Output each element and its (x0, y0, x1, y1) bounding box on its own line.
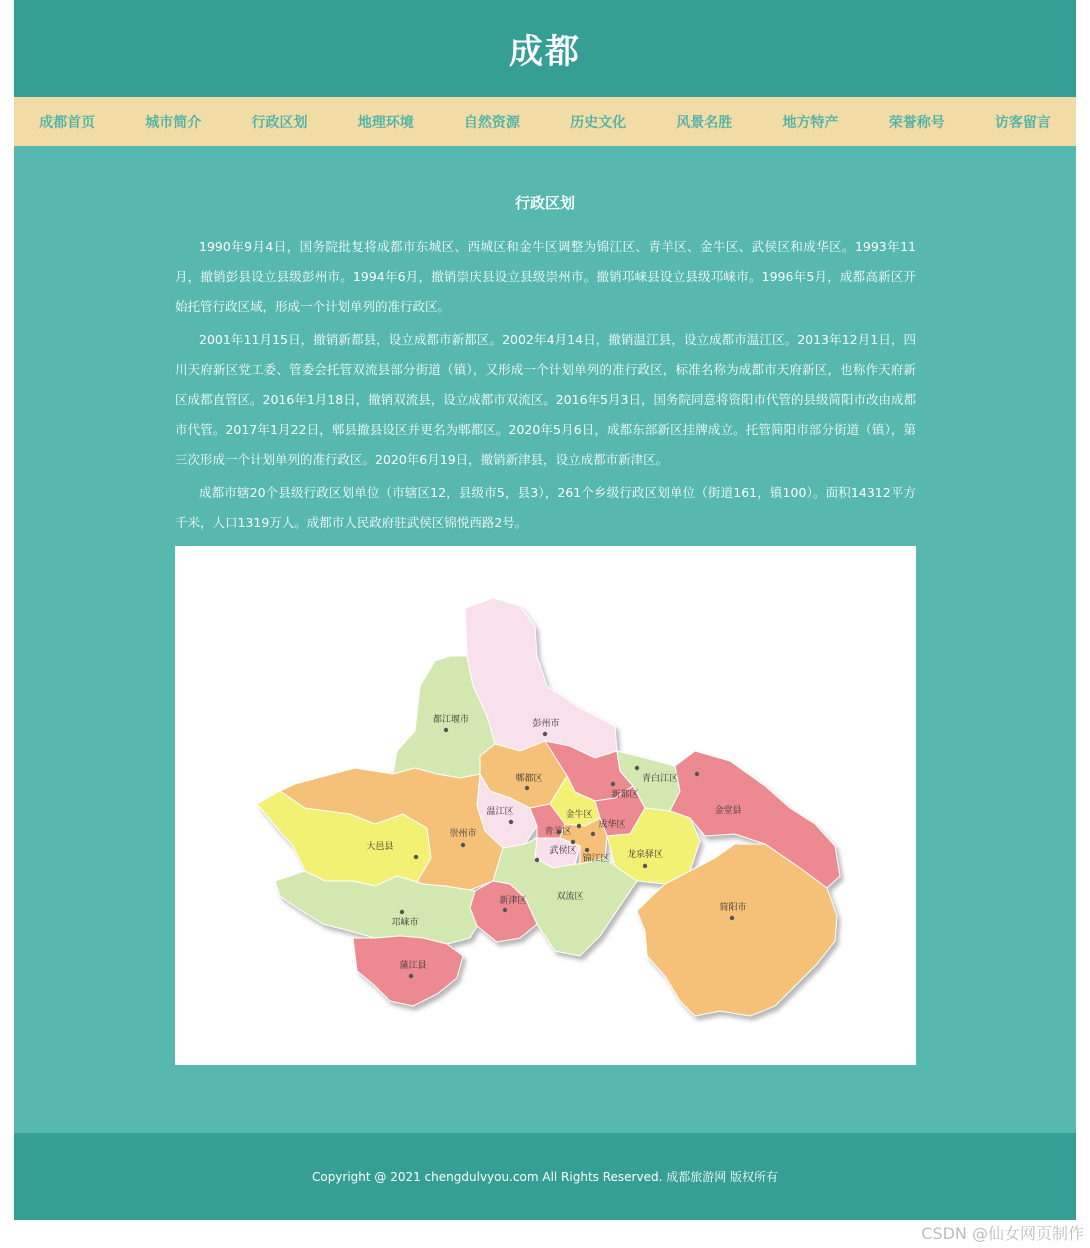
map-label-dujiangyan: 都江堰市 (432, 715, 470, 725)
map-label-longquanyi: 龙泉驿区 (626, 850, 664, 860)
main-content (14, 146, 1076, 1133)
nav-item-history-culture[interactable]: 历史文化 (570, 114, 627, 131)
nav-item-local-specialties[interactable]: 地方特产 (782, 114, 839, 131)
map-label-chenghua: 成华区 (598, 820, 626, 830)
nav-item-home[interactable]: 成都首页 (39, 114, 96, 131)
chengdu-map-image (175, 546, 916, 1065)
map-label-xinjin: 新津区 (499, 896, 527, 906)
copyright-text: Copyright @ 2021 chengdulvyou.com All Rights Reserved. 成都旅游网 版权所有 (311, 1170, 779, 1184)
map-label-jinniu: 金牛区 (565, 810, 593, 820)
site-header (14, 0, 1076, 97)
article-body (175, 232, 916, 541)
csdn-watermark: CSDN @仙女网页制作 (921, 1224, 1084, 1243)
map-label-pujiang: 蒲江县 (399, 961, 427, 971)
nav-item-geography[interactable]: 地理环境 (357, 114, 414, 131)
map-label-shuangliu: 双流区 (556, 892, 584, 902)
map-label-jintang: 金堂县 (714, 806, 742, 816)
map-label-wuhou: 武侯区 (549, 846, 577, 856)
section-title: 行政区划 (514, 194, 575, 212)
article-paragraph: 1990年9月4日，国务院批复将成都市东城区、西城区和金牛区调整为锦江区、青羊区、金牛区、武侯区和成华区。1993年11月，撤销彭县设立县级彭州市。1994年6月，撤销崇庆县设立县级崇州市。撤销邛崃县设立县级邛崃市。1996年5月，成都高新区开始托管行政区域，形成一个计划单列的准行政区。 (175, 239, 916, 314)
chengdu-map (175, 546, 916, 1065)
map-label-qingbaijiang: 青白江区 (641, 774, 679, 784)
map-label-jinjiang: 锦江区 (582, 854, 610, 864)
map-label-qingyang: 青羊区 (544, 827, 572, 837)
nav-item-city-intro[interactable]: 城市简介 (145, 114, 202, 131)
map-label-wenjiang: 温江区 (486, 807, 514, 817)
main-nav (14, 97, 1076, 146)
map-label-xindu: 新都区 (611, 790, 639, 800)
map-label-pidu: 郫都区 (515, 774, 543, 784)
region-pujiang (353, 936, 463, 1006)
nav-item-scenic-spots[interactable]: 风景名胜 (676, 114, 733, 131)
page-container (14, 0, 1076, 1220)
map-label-dayi: 大邑县 (366, 842, 394, 852)
map-label-chongzhou: 崇州市 (449, 829, 477, 839)
map-label-jianyang: 简阳市 (719, 903, 747, 913)
nav-item-honors[interactable]: 荣誉称号 (888, 114, 945, 131)
article-paragraph: 成都市辖20个县级行政区划单位（市辖区12，县级市5，县3），261个乡级行政区划单位（街道161，镇100）。面积14312平方千米，人口1319万人。成都市人民政府驻武侯区锦悦西路2号。 (175, 485, 916, 530)
site-title: 成都 (509, 32, 581, 72)
site-footer (14, 1133, 1076, 1220)
nav-item-administrative-divisions[interactable]: 行政区划 (251, 114, 308, 131)
nav-item-guestbook[interactable]: 访客留言 (994, 114, 1051, 131)
article-paragraph: 2001年11月15日，撤销新都县，设立成都市新都区。2002年4月14日，撤销温江县，设立成都市温江区。2013年12月1日，四川天府新区党工委、管委会托管双流县部分街道（镇），又形成一个计划单列的准行政区，标准名称为成都市天府新区，也称作天府新区成都直管区。2016年1月18日，撤销双流县，设立成都市双流区。2016年5月3日，国务院同意将资阳市代管的县级简阳市改由成都市代管。2017年1月22日，郫县撤县设区并更名为郫都区。2020年5月6日，成都东部新区挂牌成立。托管简阳市部分街道（镇），第三次形成一个计划单列的准行政区。2020年6月19日，撤销新津县，设立成都市新津区。 (175, 332, 916, 467)
map-label-qionglai: 邛崃市 (391, 918, 419, 928)
map-label-pengzhou: 彭州市 (532, 719, 560, 729)
nav-item-natural-resources[interactable]: 自然资源 (463, 114, 520, 131)
